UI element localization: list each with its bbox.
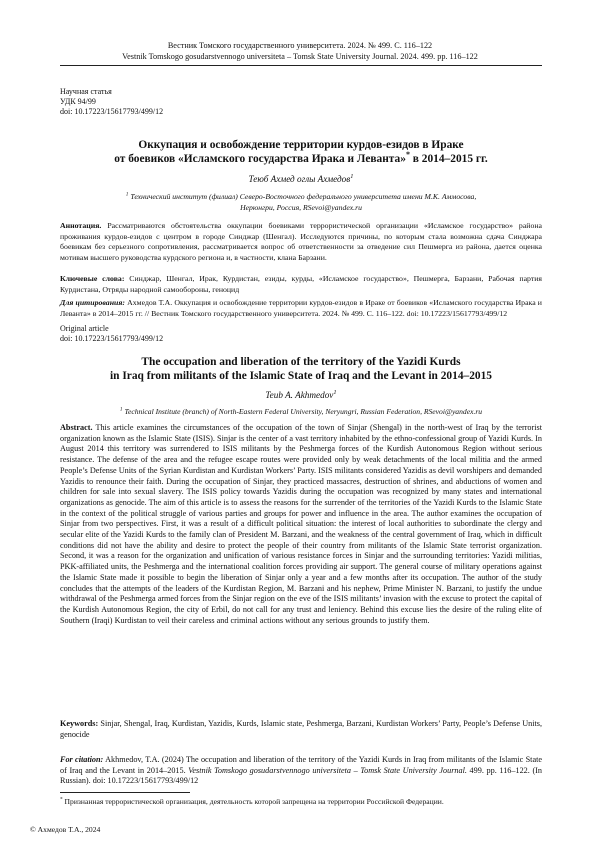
journal-header (0, 40, 600, 62)
ru-affiliation: $^1$ Технический институт (филиал) Северо-Восточного федерального университета имени М.К. Аммосова, Нерюнгри, Россия, RSevoi@yandex.ru (125, 191, 477, 212)
journal-header-en: Vestnik Tomskogo gosudarstvennogo universiteta – Tomsk State University Journal. 2024. 499. pp. 116–122 (122, 52, 478, 61)
header-divider (60, 65, 542, 66)
journal-header-ru: Вестник Томского государственного университета. 2024. № 499. С. 116–122 (167, 41, 433, 50)
en-citation-journal: Vestnik Tomskogo gosudarstvennogo universiteta – Tomsk State University Journal. (188, 765, 467, 775)
ru-title-line1: Оккупация и освобождение территории курдов-езидов в Ираке (138, 139, 464, 151)
ru-udk: УДК 94/99 (60, 97, 96, 107)
ru-article-type: Научная статья (60, 87, 112, 96)
ru-title-line2: от боевиков «Исламского государства Ирака и Леванта»* в 2014–2015 гг. (114, 150, 488, 165)
en-author: Teub A. Akhmedov$^1$ (265, 388, 337, 400)
en-meta (60, 324, 163, 344)
copyright: © Ахмедов Т.А., 2024 (30, 825, 101, 834)
en-doi: doi: 10.17223/15617793/499/12 (60, 334, 164, 344)
footnote: * Признанная террористической организация, деятельность которой запрещена на территории Российской Федерации. (60, 796, 444, 806)
en-keywords: Keywords: Sinjar, Shengal, Iraq, Kurdistan, Yazidis, Kurds, Islamic state, Peshmerga, Barzani, Kurdistan Workers’ Party, People’s Defense Units, genocide (60, 719, 542, 739)
en-citation: For citation: Akhmedov, T.A. (2024) The occupation and liberation of the territory of the Yazidi Kurds in Iraq from militants of the Islamic State of Iraq and the Levant in 2014–2015. Vestnik Tomskogo gosudarstvennogo universiteta – Tomsk State University Journal. 499. pp. 116–122. (In Russian). doi: 10.17223/15617793/499/12 (60, 755, 542, 786)
ru-citation: Для цитирования: Ахмедов Т.А. Оккупация и освобождение территории курдов-езидов в Ираке от боевиков «Исламского государства Ирака и Леванта» в 2014–2015 гг. // Вестник Томского государственного университета. 2024. № 499. С. 116–122. doi: 10.17223/15617793/499/12 (60, 298, 542, 318)
ru-meta (60, 87, 163, 118)
footnote-divider (60, 792, 190, 793)
en-title-line2: in Iraq from militants of the Islamic State of Iraq and the Levant in 2014–2015 (109, 370, 492, 382)
en-abstract: Abstract. This article examines the circumstances of the occupation of the town of Sinjar (Shengal) in the north-west of Iraq by the terrorist organization known as the Islamic State (ISIS). Sinjar is the center of a vast territory inhabited by the ethno-confessional group of Yazidi Kurds. In August 2014 this territory was surrendered to ISIS militants by the Peshmerga forces of the Kurdish Autonomous Region without serious resistance. The defense of the area and the refugee escape routes were provided only by weak detachments of the local militia and the armed People’s Defense Units of the Syrian Kurdistan and Kurdistan Workers’ Party. ISIS militants considered Yazidis as devil worshipers and demanded Yazidis to renounce their faith. During the occupation of Sinjar, they practiced massacres, destruction of shrines, and abductions of women and children for sale into sexual slavery. The ISIS policy towards Yazidis during the occupation was recognized by many states and international organizations as genocide. The aim of this article is to assess the reasons for the surrender of the territories of the Yazidi Kurds to the Islamic State in the context of the political struggle of various parties and groups for power and influence in the area. The author examines the occupation of Sinjar from two perspectives. First, it was a result of a difficult political situation: the interest of local authorities to subordinate the clergy and secular elite of the Yazidi Kurds to the family clan of President M. Barzani, and the weakness of the central government of Iraq, which in difficult conditions did not have the ability and desire to protect the people of their country from militants of the Islamic State terrorist organization. Second, it was a reason for the organization and unification of various resistance forces in Sinjar and the surrounding territories: Yazidi militias, PKK-affiliated units, the Peshmerga and the international coalition forces providing air support. The general course of military operations against the Islamic State made it possible to begin the liberation of Sinjar only a year and a few months after its occupation. The author of the study concludes that the attempts of the leaders of the Kurdistan Region, M. Barzani and his nephew, Prime Minister N. Barzani, to justify the undue withdrawal of the Peshmerga armed forces from the Sinjar region on the eve of the ISIS militants’ invasion with the excuse to protect the capital of the Kurdish Autonomous Region, the city of Erbil, do not call for any trust and leniency. Behind this excuse lies the desire of the ruling elite of Southern (Iraqi) Kurdistan to veil their careless and criminal actions without any serious grounds to justify them. (60, 423, 542, 625)
ru-title (60, 138, 542, 166)
en-title-line1: The occupation and liberation of the territory of the Yazidi Kurds (141, 356, 461, 368)
ru-doi: doi: 10.17223/15617793/499/12 (60, 107, 164, 117)
en-title (60, 355, 542, 383)
ru-title-footnote-mark: * (405, 150, 410, 160)
ru-abstract: Аннотация. Рассматриваются обстоятельства оккупации боевиками террористической организации «Исламское государство» района проживания курдов-езидов с центром в городе Синджар (Шенгал). Исследуются причины, по которым стала возможна сдача Синджара боевикам без серьезного сопротивления, рассматривается вопрос об ответственности за отведение сил Пешмерга из района, дается оценка мотивам высшего руководства курдского региона и, в частности, клана Барзани. (60, 221, 542, 262)
en-affiliation: $^1$ Technical Institute (branch) of North-Eastern Federal University, Neryungri, Russian Federation, RSevoi@yandex.ru (119, 406, 483, 416)
ru-author: Теюб Ахмед оглы Ахмедов$^1$ (248, 172, 354, 184)
en-article-type: Original article (60, 324, 109, 333)
ru-keywords: Ключевые слова: Синджар, Шенгал, Ирак, Курдистан, езиды, курды, «Исламское государство», Пешмерга, Барзани, Рабочая партия Курдистана, Отряды народной самообороны, геноцид (60, 274, 543, 294)
